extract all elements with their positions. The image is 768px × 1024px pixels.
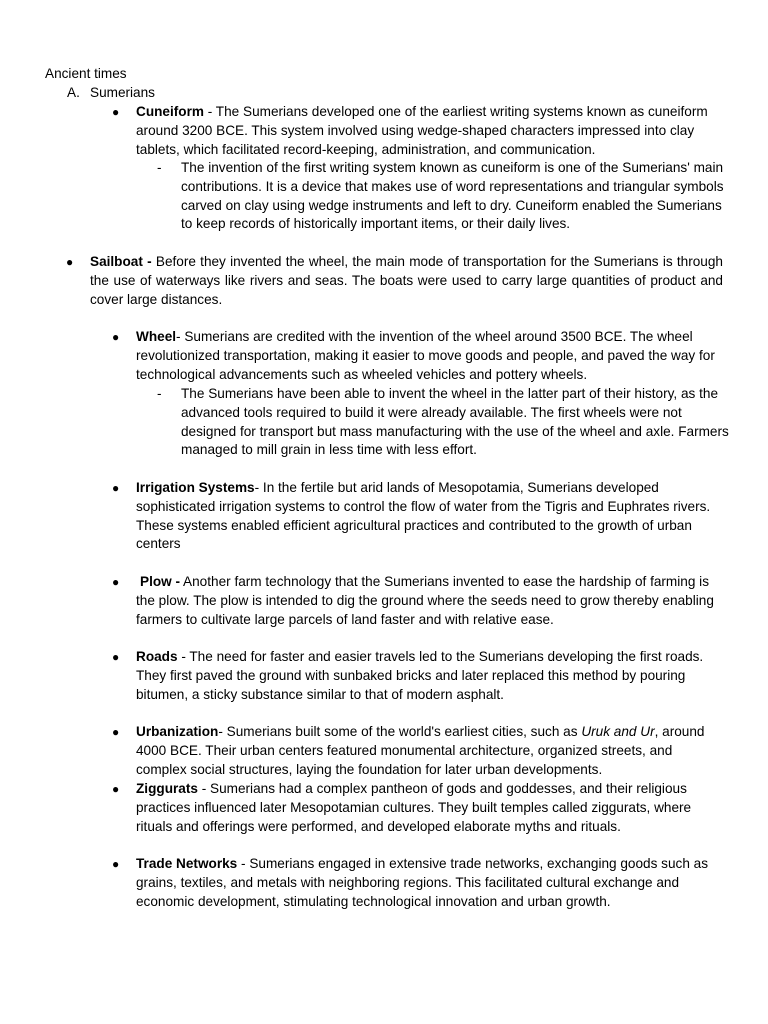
text-plow: Another farm technology that the Sumerians invented to ease the hardship of farming is the plow. The plow is intended to dig the ground where the seeds need to grow thereby enabling farmers to cultivate large parcels of land faster and with relative ease.: [136, 574, 714, 627]
text-roads: - The need for faster and easier travels led to the Sumerians developing the first roads. They first paved the ground with sunbaked bricks and later replaced this method by pouring bitumen, a sticky substance similar to that of modern asphalt.: [136, 649, 704, 702]
term-irrigation: Irrigation Systems: [136, 480, 255, 495]
bullet-icon: ●: [112, 782, 120, 796]
bullet-icon: ●: [112, 330, 120, 344]
term-cuneiform: Cuneiform: [136, 104, 204, 119]
document-heading: Ancient times: [45, 66, 127, 81]
section-a-heading: [67, 84, 155, 103]
section-a-marker: A.: [67, 85, 80, 100]
list-item-roads: [112, 648, 726, 704]
section-a-title: Sumerians: [90, 85, 155, 100]
text-cuneiform: - The Sumerians developed one of the earliest writing systems known as cuneiform around 3200 BCE. This system involved using wedge-shaped characters impressed into clay tablets, which facilitated record-keeping, administration, and communication.: [136, 104, 708, 157]
text-urbanization-before: - Sumerians built some of the world's earliest cities, such as: [218, 724, 582, 739]
term-urbanization: Urbanization: [136, 724, 219, 739]
list-item-sailboat: [66, 253, 723, 309]
list-item-urbanization: [112, 723, 726, 779]
text-trade-networks: - Sumerians engaged in extensive trade networks, exchanging goods such as grains, textiles, and metals with neighboring regions. This facilitated cultural exchange and economic development, stimulating technological innovation and urban growth.: [136, 856, 709, 909]
sub-text-cuneiform: The invention of the first writing system known as cuneiform is one of the Sumerians' main contributions. It is a device that makes use of word representations and triangular symbols carved on clay using wedge instruments and left to dry. Cuneiform enabled the Sumerians to keep records of historically important items, or their daily lives.: [181, 160, 724, 232]
list-item-ziggurats: [112, 780, 726, 836]
bullet-icon: ●: [112, 575, 120, 589]
term-roads: Roads: [136, 649, 178, 664]
text-urbanization-after: , around 4000 BCE. Their urban centers featured monumental architecture, organized streets, and complex social structures, laying the foundation for later urban developments.: [136, 724, 705, 777]
bullet-icon: ●: [66, 255, 74, 269]
list-item-wheel: [112, 328, 726, 384]
list-item-cuneiform: [112, 103, 726, 159]
term-sailboat: Sailboat -: [90, 254, 152, 269]
text-irrigation: - In the fertile but arid lands of Mesopotamia, Sumerians developed sophisticated irrigation systems to control the flow of water from the Tigris and Euphrates rivers. These systems enabled efficient agricultural practices and contributed to the growth of urban centers: [136, 480, 711, 552]
list-item-trade-networks: [112, 855, 726, 911]
list-item-plow: [112, 573, 726, 629]
dash-icon: -: [157, 386, 162, 401]
bullet-icon: ●: [112, 481, 120, 495]
term-plow: Plow -: [140, 574, 181, 589]
bullet-icon: ●: [112, 105, 120, 119]
term-ziggurats: Ziggurats: [136, 781, 198, 796]
bullet-icon: ●: [112, 857, 120, 871]
text-urbanization-italic: Uruk and Ur: [581, 724, 655, 739]
text-ziggurats: - Sumerians had a complex pantheon of gods and goddesses, and their religious practices influenced later Mesopotamian cultures. They built temples called ziggurats, where rituals and offerings were performed, and developed elaborate myths and rituals.: [136, 781, 692, 834]
text-sailboat: Before they invented the wheel, the main mode of transportation for the Sumerians is through the use of waterways like rivers and seas. The boats were used to carry large quantities of product and cover large distances.: [90, 254, 723, 307]
list-item-irrigation: [112, 479, 726, 554]
dash-icon: -: [157, 160, 162, 175]
sub-text-wheel: The Sumerians have been able to invent the wheel in the latter part of their history, as the advanced tools required to build it were already available. The first wheels were not designed for transport but mass manufacturing with the use of the wheel and axle. Farmers managed to mill grain in less time with less effort.: [181, 386, 729, 458]
bullet-icon: ●: [112, 650, 120, 664]
sub-item-wheel: [157, 385, 731, 460]
bullet-icon: ●: [112, 725, 120, 739]
sub-item-cuneiform: [157, 159, 731, 234]
text-wheel: - Sumerians are credited with the invention of the wheel around 3500 BCE. The wheel revolutionized transportation, making it easier to move goods and people, and paved the way for technological advancements such as wheeled vehicles and pottery wheels.: [136, 329, 715, 382]
term-wheel: Wheel: [136, 329, 177, 344]
term-trade-networks: Trade Networks: [136, 856, 238, 871]
